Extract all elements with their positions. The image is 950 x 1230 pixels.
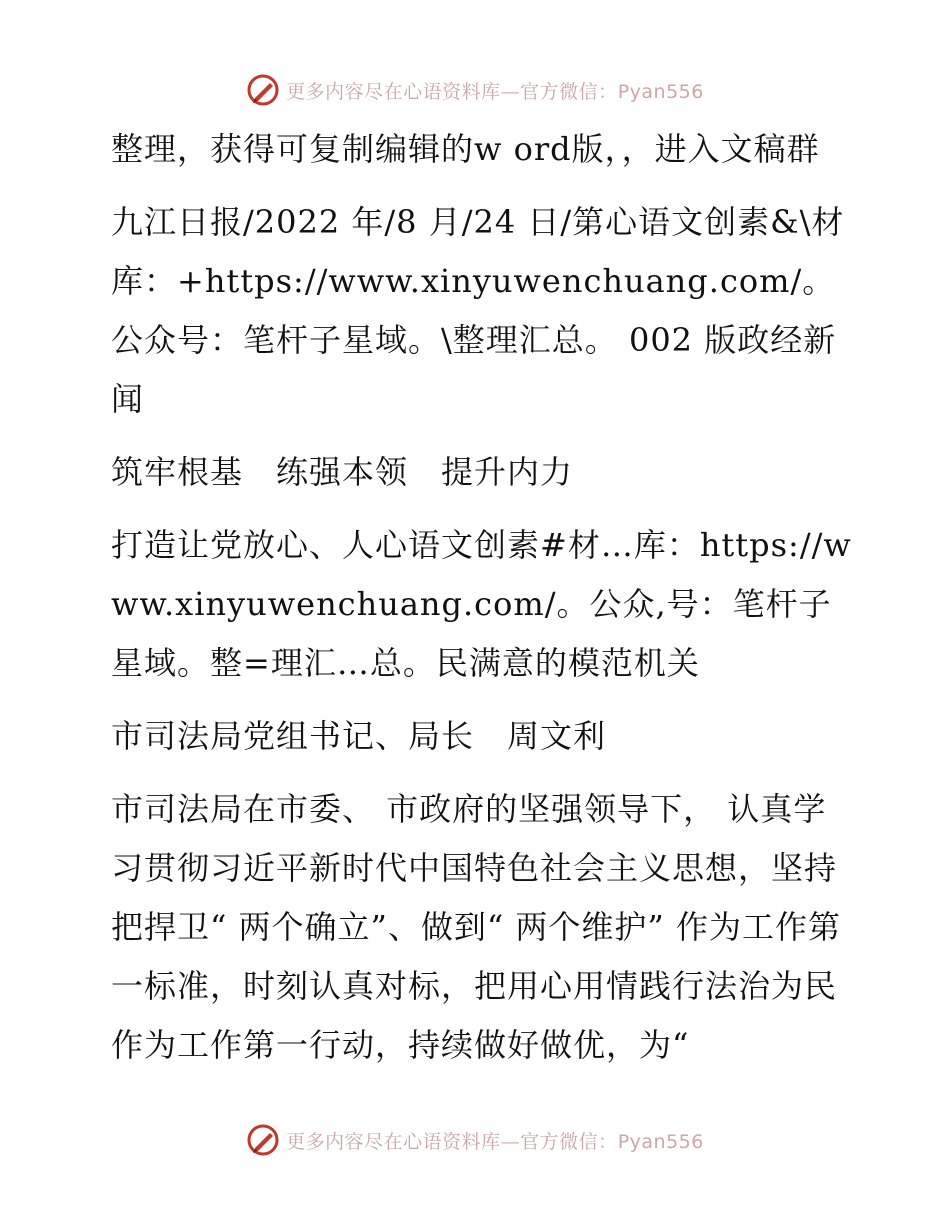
watermark-text: 更多内容尽在心语资料库—官方微信：Pyan556 [286,1130,704,1153]
pen-logo-icon [246,73,280,107]
header-watermark [0,72,950,108]
article-title: 筑牢根基 练强本领 提升内力 [111,453,574,491]
article-author: 市司法局党组书记、局长 周文利 [111,717,607,755]
article-subtitle: 打造让党放心、人心语文创素#材…库：https://www.xinyuwenchuang.com/。公众,号：笔杆子星域。整=理汇…总。民满意的模范机关 [111,526,852,682]
document-body [97,120,857,1089]
pen-logo-icon [246,1123,280,1157]
footer-watermark [0,1122,950,1158]
watermark-text: 更多内容尽在心语资料库—官方微信：Pyan556 [286,80,704,103]
article-body-paragraph: 市司法局在市委、 市政府的坚强领导下， 认真学习贯彻习近平新时代中国特色社会主义思想，坚持把捍卫“ 两个确立”、做到“ 两个维护” 作为工作第一标准，时刻认真对标，把用心用情践行法治为民作为工作第一行动，持续做好做优，为“ [111,790,841,1064]
paragraph-intro: 整理，获得可复制编辑的w ord版，，进入文稿群 [111,130,820,168]
paragraph-source: 九江日报/2022 年/8 月/24 日/第心语文创素&\材库：+https://www.xinyuwenchuang.com/。公众号：笔杆子星域。\整理汇总。 002 版政经新闻 [111,203,845,418]
